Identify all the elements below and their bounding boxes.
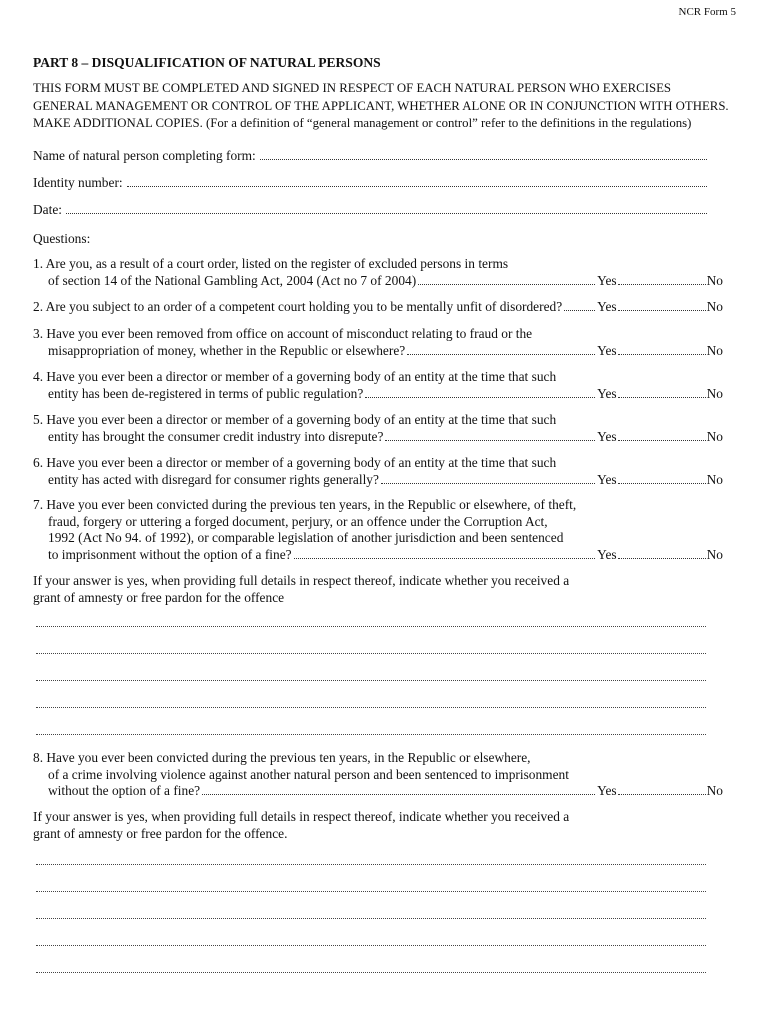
instructions-text: THIS FORM MUST BE COMPLETED AND SIGNED IN RESPECT OF EACH NATURAL PERSON WHO EXERCISES GENERAL MANAGEMENT OR CONTROL OF THE APPLICANT, WHETHER ALONE OR IN CONJUNCTION WITH OTHERS. MAKE ADDITIONAL COPIES. (For a definition of “general management or control” refer to the definitions in the regulations) xyxy=(33,81,729,130)
no-option[interactable]: No xyxy=(706,272,723,288)
name-label: Name of natural person completing form: xyxy=(33,148,256,163)
date-input-line[interactable] xyxy=(66,202,707,214)
no-option[interactable]: No xyxy=(706,428,723,444)
question-text: 4. Have you ever been a director or member of a governing body of an entity at the time that such xyxy=(33,369,557,384)
yes-option[interactable]: Yes xyxy=(597,272,617,288)
yes-option[interactable]: Yes xyxy=(597,546,617,562)
question-6 xyxy=(33,455,723,488)
no-option[interactable]: No xyxy=(706,546,723,562)
answer-line[interactable] xyxy=(36,706,706,708)
date-field[interactable] xyxy=(33,202,707,218)
name-field[interactable] xyxy=(33,148,707,164)
answer-line[interactable] xyxy=(36,944,706,946)
identity-input-line[interactable] xyxy=(127,175,707,187)
yes-option[interactable]: Yes xyxy=(597,342,617,358)
yes-option[interactable]: Yes xyxy=(597,385,617,401)
question-text: 6. Have you ever been a director or member of a governing body of an entity at the time that such xyxy=(33,455,557,470)
name-input-line[interactable] xyxy=(260,148,707,160)
question-2 xyxy=(33,299,723,316)
identity-field[interactable] xyxy=(33,175,707,191)
question-text: of a crime involving violence against another natural person and been sentenced to imprisonment xyxy=(48,766,569,782)
answer-line[interactable] xyxy=(36,971,706,973)
no-option[interactable]: No xyxy=(706,342,723,358)
questions-label: Questions: xyxy=(33,231,91,246)
amnesty-note-8: If your answer is yes, when providing full details in respect thereof, indicate whether you received a grant of amnesty or free pardon for the offence. xyxy=(33,809,570,841)
date-label: Date: xyxy=(33,202,62,217)
identity-label: Identity number: xyxy=(33,175,123,190)
no-option[interactable]: No xyxy=(706,385,723,401)
answer-line[interactable] xyxy=(36,679,706,681)
question-text: without the option of a fine? xyxy=(48,783,201,798)
no-option[interactable]: No xyxy=(706,471,723,487)
question-text: 8. Have you ever been convicted during the previous ten years, in the Republic or elsewhere, xyxy=(33,750,531,765)
question-text: 2. Are you subject to an order of a competent court holding you to be mentally unfit of disordered? xyxy=(33,299,563,314)
answer-line[interactable] xyxy=(36,733,706,735)
question-8 xyxy=(33,750,723,800)
question-1 xyxy=(33,256,723,289)
no-option[interactable]: No xyxy=(706,783,723,798)
question-text: entity has brought the consumer credit industry into disrepute? xyxy=(48,428,384,444)
question-5 xyxy=(33,412,723,445)
part-title: PART 8 – DISQUALIFICATION OF NATURAL PERSONS xyxy=(33,55,381,70)
question-7 xyxy=(33,497,723,563)
question-text: 1992 (Act No 94. of 1992), or comparable legislation of another jurisdiction and been sentenced xyxy=(48,530,564,545)
question-4 xyxy=(33,369,723,402)
question-text: 1. Are you, as a result of a court order, listed on the register of excluded persons in terms xyxy=(33,256,509,271)
answer-line[interactable] xyxy=(36,890,706,892)
yes-option[interactable]: Yes xyxy=(597,471,617,487)
question-text: misappropriation of money, whether in the Republic or elsewhere? xyxy=(48,342,406,358)
answer-line[interactable] xyxy=(36,917,706,919)
question-text: 7. Have you ever been convicted during the previous ten years, in the Republic or elsewhere, of theft, xyxy=(33,497,577,512)
answer-line[interactable] xyxy=(36,652,706,654)
question-text: of section 14 of the National Gambling Act, 2004 (Act no 7 of 2004) xyxy=(48,272,417,288)
question-3 xyxy=(33,326,723,359)
yes-option[interactable]: Yes xyxy=(597,783,617,798)
question-text: entity has acted with disregard for consumer rights generally? xyxy=(48,471,379,487)
yes-option[interactable]: Yes xyxy=(597,299,617,314)
answer-line[interactable] xyxy=(36,625,706,627)
amnesty-note-7: If your answer is yes, when providing full details in respect thereof, indicate whether you received a grant of amnesty or free pardon for the offence xyxy=(33,573,570,605)
form-number: NCR Form 5 xyxy=(678,6,736,18)
question-text: 3. Have you ever been removed from office on account of misconduct relating to fraud or the xyxy=(33,326,533,341)
yes-option[interactable]: Yes xyxy=(597,428,617,444)
question-text: fraud, forgery or uttering a forged document, perjury, or an offence under the Corruption Act, xyxy=(48,513,548,529)
answer-line[interactable] xyxy=(36,863,706,865)
question-text: 5. Have you ever been a director or member of a governing body of an entity at the time that such xyxy=(33,412,557,427)
question-text: to imprisonment without the option of a fine? xyxy=(48,546,292,562)
no-option[interactable]: No xyxy=(706,299,723,314)
question-text: entity has been de-registered in terms of public regulation? xyxy=(48,385,364,401)
